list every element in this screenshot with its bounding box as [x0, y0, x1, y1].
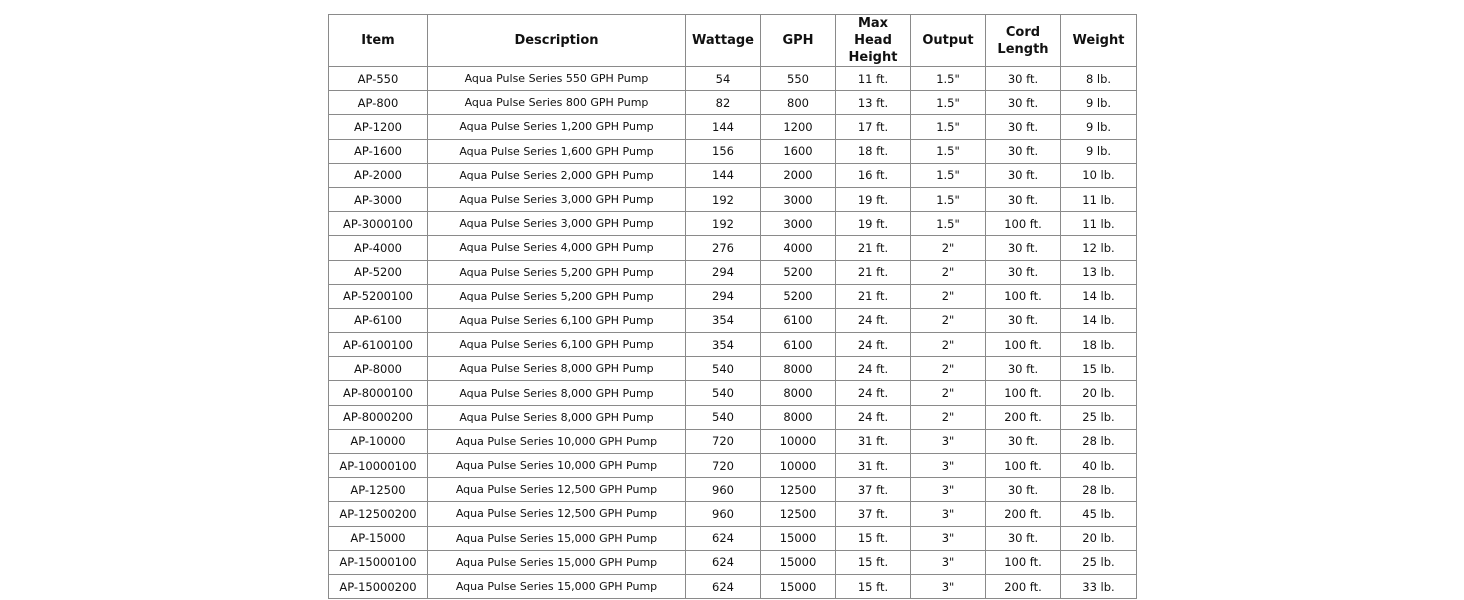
cell-wattage: 276: [686, 236, 761, 260]
cell-description: Aqua Pulse Series 6,100 GPH Pump: [428, 308, 686, 332]
cell-cord-length: 30 ft.: [986, 429, 1061, 453]
cell-weight: 12 lb.: [1061, 236, 1137, 260]
cell-wattage: 144: [686, 163, 761, 187]
cell-item: AP-3000: [329, 187, 428, 211]
cell-description: Aqua Pulse Series 8,000 GPH Pump: [428, 381, 686, 405]
cell-cord-length: 30 ft.: [986, 308, 1061, 332]
cell-wattage: 294: [686, 260, 761, 284]
column-header-cord-length: Cord Length: [986, 15, 1061, 67]
cell-gph: 800: [761, 91, 836, 115]
cell-description: Aqua Pulse Series 5,200 GPH Pump: [428, 260, 686, 284]
cell-item: AP-1600: [329, 139, 428, 163]
cell-item: AP-12500200: [329, 502, 428, 526]
cell-gph: 6100: [761, 333, 836, 357]
cell-description: Aqua Pulse Series 1,200 GPH Pump: [428, 115, 686, 139]
cell-output: 1.5": [911, 115, 986, 139]
cell-weight: 14 lb.: [1061, 308, 1137, 332]
cell-gph: 5200: [761, 284, 836, 308]
cell-weight: 40 lb.: [1061, 454, 1137, 478]
cell-gph: 3000: [761, 187, 836, 211]
cell-output: 2": [911, 381, 986, 405]
cell-description: Aqua Pulse Series 4,000 GPH Pump: [428, 236, 686, 260]
cell-output: 1.5": [911, 163, 986, 187]
cell-description: Aqua Pulse Series 8,000 GPH Pump: [428, 405, 686, 429]
cell-max-head-height: 15 ft.: [836, 550, 911, 574]
cell-output: 3": [911, 429, 986, 453]
cell-gph: 8000: [761, 381, 836, 405]
cell-max-head-height: 31 ft.: [836, 454, 911, 478]
table-body: [329, 67, 1137, 599]
cell-cord-length: 30 ft.: [986, 236, 1061, 260]
cell-max-head-height: 24 ft.: [836, 308, 911, 332]
cell-max-head-height: 15 ft.: [836, 526, 911, 550]
table-row: [329, 333, 1137, 357]
cell-weight: 13 lb.: [1061, 260, 1137, 284]
table-row: [329, 284, 1137, 308]
column-header-output: Output: [911, 15, 986, 67]
cell-cord-length: 30 ft.: [986, 67, 1061, 91]
cell-cord-length: 30 ft.: [986, 163, 1061, 187]
cell-wattage: 354: [686, 308, 761, 332]
cell-output: 2": [911, 405, 986, 429]
cell-description: Aqua Pulse Series 1,600 GPH Pump: [428, 139, 686, 163]
cell-wattage: 720: [686, 454, 761, 478]
cell-gph: 4000: [761, 236, 836, 260]
cell-wattage: 54: [686, 67, 761, 91]
cell-cord-length: 100 ft.: [986, 284, 1061, 308]
cell-weight: 11 lb.: [1061, 187, 1137, 211]
cell-description: Aqua Pulse Series 800 GPH Pump: [428, 91, 686, 115]
table-row: [329, 115, 1137, 139]
cell-max-head-height: 31 ft.: [836, 429, 911, 453]
table-row: [329, 381, 1137, 405]
cell-item: AP-12500: [329, 478, 428, 502]
cell-weight: 10 lb.: [1061, 163, 1137, 187]
column-header-max-head-height: Max Head Height: [836, 15, 911, 67]
cell-output: 2": [911, 333, 986, 357]
table-row: [329, 526, 1137, 550]
cell-description: Aqua Pulse Series 6,100 GPH Pump: [428, 333, 686, 357]
cell-weight: 20 lb.: [1061, 381, 1137, 405]
cell-gph: 1600: [761, 139, 836, 163]
cell-max-head-height: 21 ft.: [836, 284, 911, 308]
cell-output: 3": [911, 478, 986, 502]
cell-gph: 3000: [761, 212, 836, 236]
cell-item: AP-550: [329, 67, 428, 91]
cell-item: AP-15000: [329, 526, 428, 550]
cell-item: AP-5200100: [329, 284, 428, 308]
cell-weight: 9 lb.: [1061, 139, 1137, 163]
cell-item: AP-5200: [329, 260, 428, 284]
column-header-weight: Weight: [1061, 15, 1137, 67]
table-row: [329, 357, 1137, 381]
cell-item: AP-8000: [329, 357, 428, 381]
pump-spec-table: [328, 14, 1137, 599]
cell-cord-length: 200 ft.: [986, 405, 1061, 429]
cell-weight: 8 lb.: [1061, 67, 1137, 91]
cell-item: AP-10000100: [329, 454, 428, 478]
cell-output: 1.5": [911, 187, 986, 211]
cell-max-head-height: 15 ft.: [836, 574, 911, 598]
cell-wattage: 960: [686, 478, 761, 502]
cell-output: 3": [911, 502, 986, 526]
cell-wattage: 540: [686, 381, 761, 405]
cell-cord-length: 30 ft.: [986, 478, 1061, 502]
cell-cord-length: 100 ft.: [986, 550, 1061, 574]
cell-cord-length: 30 ft.: [986, 115, 1061, 139]
cell-weight: 28 lb.: [1061, 478, 1137, 502]
cell-item: AP-4000: [329, 236, 428, 260]
cell-output: 2": [911, 260, 986, 284]
cell-description: Aqua Pulse Series 5,200 GPH Pump: [428, 284, 686, 308]
cell-wattage: 624: [686, 526, 761, 550]
cell-cord-length: 30 ft.: [986, 260, 1061, 284]
cell-cord-length: 200 ft.: [986, 574, 1061, 598]
cell-gph: 12500: [761, 502, 836, 526]
cell-weight: 33 lb.: [1061, 574, 1137, 598]
cell-gph: 12500: [761, 478, 836, 502]
cell-output: 1.5": [911, 91, 986, 115]
cell-item: AP-2000: [329, 163, 428, 187]
cell-max-head-height: 21 ft.: [836, 260, 911, 284]
cell-output: 3": [911, 550, 986, 574]
cell-item: AP-6100: [329, 308, 428, 332]
cell-max-head-height: 24 ft.: [836, 381, 911, 405]
cell-item: AP-1200: [329, 115, 428, 139]
cell-weight: 45 lb.: [1061, 502, 1137, 526]
cell-item: AP-6100100: [329, 333, 428, 357]
cell-cord-length: 100 ft.: [986, 333, 1061, 357]
cell-gph: 550: [761, 67, 836, 91]
cell-cord-length: 100 ft.: [986, 381, 1061, 405]
table-row: [329, 91, 1137, 115]
cell-weight: 18 lb.: [1061, 333, 1137, 357]
cell-cord-length: 30 ft.: [986, 187, 1061, 211]
cell-cord-length: 30 ft.: [986, 357, 1061, 381]
cell-gph: 6100: [761, 308, 836, 332]
cell-gph: 5200: [761, 260, 836, 284]
cell-description: Aqua Pulse Series 550 GPH Pump: [428, 67, 686, 91]
cell-wattage: 720: [686, 429, 761, 453]
cell-weight: 28 lb.: [1061, 429, 1137, 453]
cell-wattage: 192: [686, 187, 761, 211]
column-header-gph: GPH: [761, 15, 836, 67]
cell-gph: 8000: [761, 357, 836, 381]
cell-cord-length: 30 ft.: [986, 139, 1061, 163]
cell-max-head-height: 37 ft.: [836, 478, 911, 502]
cell-max-head-height: 11 ft.: [836, 67, 911, 91]
cell-description: Aqua Pulse Series 15,000 GPH Pump: [428, 550, 686, 574]
column-header-description: Description: [428, 15, 686, 67]
cell-max-head-height: 16 ft.: [836, 163, 911, 187]
cell-wattage: 192: [686, 212, 761, 236]
cell-output: 2": [911, 284, 986, 308]
cell-cord-length: 100 ft.: [986, 212, 1061, 236]
cell-output: 3": [911, 526, 986, 550]
cell-gph: 15000: [761, 526, 836, 550]
table-row: [329, 429, 1137, 453]
table-row: [329, 139, 1137, 163]
cell-max-head-height: 18 ft.: [836, 139, 911, 163]
cell-item: AP-3000100: [329, 212, 428, 236]
cell-output: 3": [911, 574, 986, 598]
cell-wattage: 624: [686, 550, 761, 574]
cell-output: 1.5": [911, 212, 986, 236]
cell-cord-length: 200 ft.: [986, 502, 1061, 526]
cell-weight: 25 lb.: [1061, 550, 1137, 574]
cell-description: Aqua Pulse Series 8,000 GPH Pump: [428, 357, 686, 381]
cell-weight: 20 lb.: [1061, 526, 1137, 550]
cell-description: Aqua Pulse Series 2,000 GPH Pump: [428, 163, 686, 187]
cell-item: AP-8000100: [329, 381, 428, 405]
table-row: [329, 454, 1137, 478]
cell-output: 1.5": [911, 139, 986, 163]
cell-item: AP-15000200: [329, 574, 428, 598]
cell-gph: 10000: [761, 454, 836, 478]
cell-description: Aqua Pulse Series 15,000 GPH Pump: [428, 526, 686, 550]
cell-output: 1.5": [911, 67, 986, 91]
cell-output: 3": [911, 454, 986, 478]
table-row: [329, 405, 1137, 429]
cell-max-head-height: 21 ft.: [836, 236, 911, 260]
table-row: [329, 308, 1137, 332]
cell-weight: 25 lb.: [1061, 405, 1137, 429]
cell-max-head-height: 17 ft.: [836, 115, 911, 139]
table-row: [329, 574, 1137, 598]
cell-item: AP-15000100: [329, 550, 428, 574]
cell-max-head-height: 19 ft.: [836, 212, 911, 236]
cell-wattage: 960: [686, 502, 761, 526]
cell-cord-length: 100 ft.: [986, 454, 1061, 478]
table-row: [329, 67, 1137, 91]
cell-gph: 1200: [761, 115, 836, 139]
table-row: [329, 163, 1137, 187]
cell-wattage: 156: [686, 139, 761, 163]
cell-weight: 9 lb.: [1061, 115, 1137, 139]
cell-gph: 10000: [761, 429, 836, 453]
cell-description: Aqua Pulse Series 12,500 GPH Pump: [428, 478, 686, 502]
cell-wattage: 540: [686, 405, 761, 429]
cell-max-head-height: 24 ft.: [836, 333, 911, 357]
cell-cord-length: 30 ft.: [986, 526, 1061, 550]
cell-max-head-height: 19 ft.: [836, 187, 911, 211]
cell-wattage: 294: [686, 284, 761, 308]
cell-weight: 11 lb.: [1061, 212, 1137, 236]
cell-max-head-height: 13 ft.: [836, 91, 911, 115]
table-row: [329, 550, 1137, 574]
column-header-wattage: Wattage: [686, 15, 761, 67]
cell-output: 2": [911, 357, 986, 381]
cell-output: 2": [911, 236, 986, 260]
cell-wattage: 624: [686, 574, 761, 598]
cell-weight: 14 lb.: [1061, 284, 1137, 308]
cell-max-head-height: 24 ft.: [836, 357, 911, 381]
cell-description: Aqua Pulse Series 10,000 GPH Pump: [428, 454, 686, 478]
cell-description: Aqua Pulse Series 12,500 GPH Pump: [428, 502, 686, 526]
table-row: [329, 236, 1137, 260]
cell-item: AP-8000200: [329, 405, 428, 429]
cell-gph: 15000: [761, 574, 836, 598]
cell-wattage: 144: [686, 115, 761, 139]
cell-item: AP-10000: [329, 429, 428, 453]
table-header-row: [329, 15, 1137, 67]
cell-gph: 15000: [761, 550, 836, 574]
cell-output: 2": [911, 308, 986, 332]
cell-description: Aqua Pulse Series 3,000 GPH Pump: [428, 187, 686, 211]
column-header-item: Item: [329, 15, 428, 67]
cell-gph: 8000: [761, 405, 836, 429]
cell-description: Aqua Pulse Series 15,000 GPH Pump: [428, 574, 686, 598]
cell-gph: 2000: [761, 163, 836, 187]
cell-wattage: 82: [686, 91, 761, 115]
cell-description: Aqua Pulse Series 3,000 GPH Pump: [428, 212, 686, 236]
cell-description: Aqua Pulse Series 10,000 GPH Pump: [428, 429, 686, 453]
cell-cord-length: 30 ft.: [986, 91, 1061, 115]
table-row: [329, 502, 1137, 526]
cell-weight: 15 lb.: [1061, 357, 1137, 381]
cell-max-head-height: 24 ft.: [836, 405, 911, 429]
table-row: [329, 187, 1137, 211]
table-row: [329, 260, 1137, 284]
cell-wattage: 540: [686, 357, 761, 381]
cell-wattage: 354: [686, 333, 761, 357]
table-row: [329, 478, 1137, 502]
cell-max-head-height: 37 ft.: [836, 502, 911, 526]
cell-weight: 9 lb.: [1061, 91, 1137, 115]
cell-item: AP-800: [329, 91, 428, 115]
table-row: [329, 212, 1137, 236]
